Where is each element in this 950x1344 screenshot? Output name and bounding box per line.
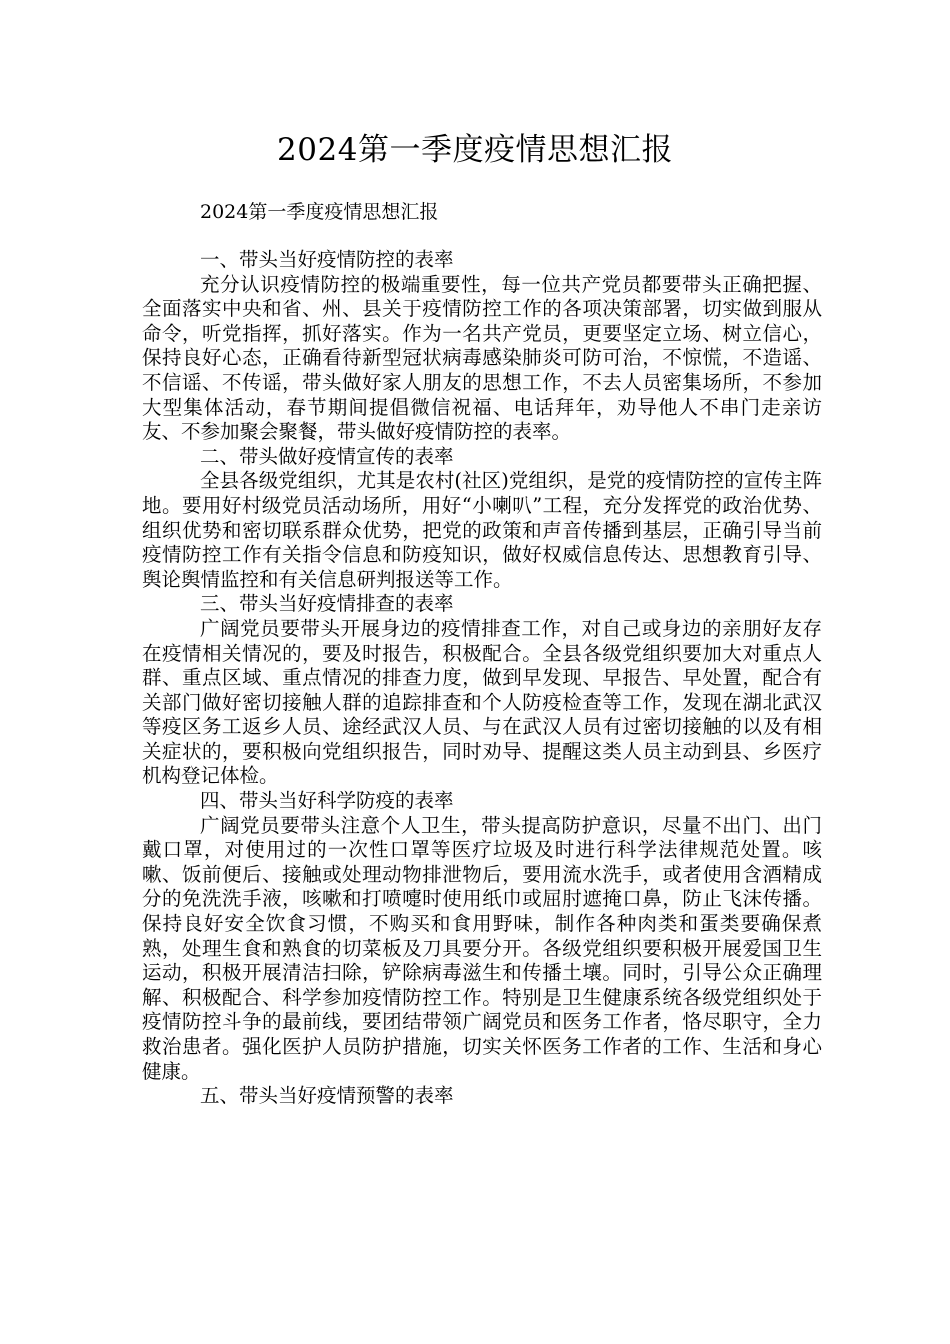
- section-1-paragraph: 充分认识疫情防控的极端重要性，每一位共产党员都要带头正确把握、全面落实中央和省、州、县关于疫情防控工作的各项决策部署，切实做到服从命令，听党指挥，抓好落实。作为一名共产党员，更要坚定立场、树立信心，保持良好心态，正确看待新型冠状病毒感染肺炎可防可治，不惊慌，不造谣、不信谣、不传谣，带头做好家人朋友的思想工作，不去人员密集场所，不参加大型集体活动，春节期间提倡微信祝福、电话拜年，劝导他人不串门走亲访友、不参加聚会聚餐，带头做好疫情防控的表率。: [142, 272, 822, 444]
- document-body: [142, 248, 822, 1109]
- section-3-paragraph: 广阔党员要带头开展身边的疫情排查工作，对自己或身边的亲朋好友存在疫情相关情况的，要及时报告，积极配合。全县各级党组织要加大对重点人群、重点区域、重点情况的排查力度，做到早发现、早报告、早处置，配合有关部门做好密切接触人群的追踪排查和个人防疫检查等工作，发现在湖北武汉等疫区务工返乡人员、途经武汉人员、与在武汉人员有过密切接触的以及有相关症状的，要积极向党组织报告，同时劝导、提醒这类人员主动到县、乡医疗机构登记体检。: [142, 616, 822, 788]
- section-3-heading: 三、带头当好疫情排查的表率: [200, 592, 454, 616]
- section-4-paragraph: 广阔党员要带头注意个人卫生，带头提高防护意识，尽量不出门、出门戴口罩，对使用过的一次性口罩等医疗垃圾及时进行科学法律规范处置。咳嗽、饭前便后、接触或处理动物排泄物后，要用流水洗手，或者使用含酒精成分的免洗洗手液，咳嗽和打喷嚏时使用纸巾或屈肘遮掩口鼻，防止飞沫传播。保持良好安全饮食习惯，不购买和食用野味，制作各种肉类和蛋类要确保煮熟，处理生食和熟食的切菜板及刀具要分开。各级党组织要积极开展爱国卫生运动，积极开展清洁扫除，铲除病毒滋生和传播土壤。同时，引导公众正确理解、积极配合、科学参加疫情防控工作。特别是卫生健康系统各级党组织处于疫情防控斗争的最前线，要团结带领广阔党员和医务工作者，恪尽职守，全力救治患者。强化医护人员防护措施，切实关怀医务工作者的工作、生活和身心健康。: [142, 813, 822, 1083]
- section-2-heading: 二、带头做好疫情宣传的表率: [200, 444, 454, 468]
- section-5-heading: 五、带头当好疫情预警的表率: [200, 1084, 454, 1108]
- section-1-heading: 一、带头当好疫情防控的表率: [200, 248, 454, 271]
- section-2-paragraph: 全县各级党组织，尤其是农村(社区)党组织，是党的疫情防控的宣传主阵地。要用好村级党员活动场所，用好“小喇叭”工程，充分发挥党的政治优势、组织优势和密切联系群众优势，把党的政策和声音传播到基层，正确引导当前疫情防控工作有关指令信息和防疫知识，做好权威信息传达、思想教育引导、舆论舆情监控和有关信息研判报送等工作。: [142, 469, 822, 591]
- document-title: 2024第一季度疫情思想汇报: [277, 132, 673, 168]
- section-4-heading: 四、带头当好科学防疫的表率: [200, 789, 454, 813]
- document-subtitle: 2024第一季度疫情思想汇报: [200, 201, 439, 223]
